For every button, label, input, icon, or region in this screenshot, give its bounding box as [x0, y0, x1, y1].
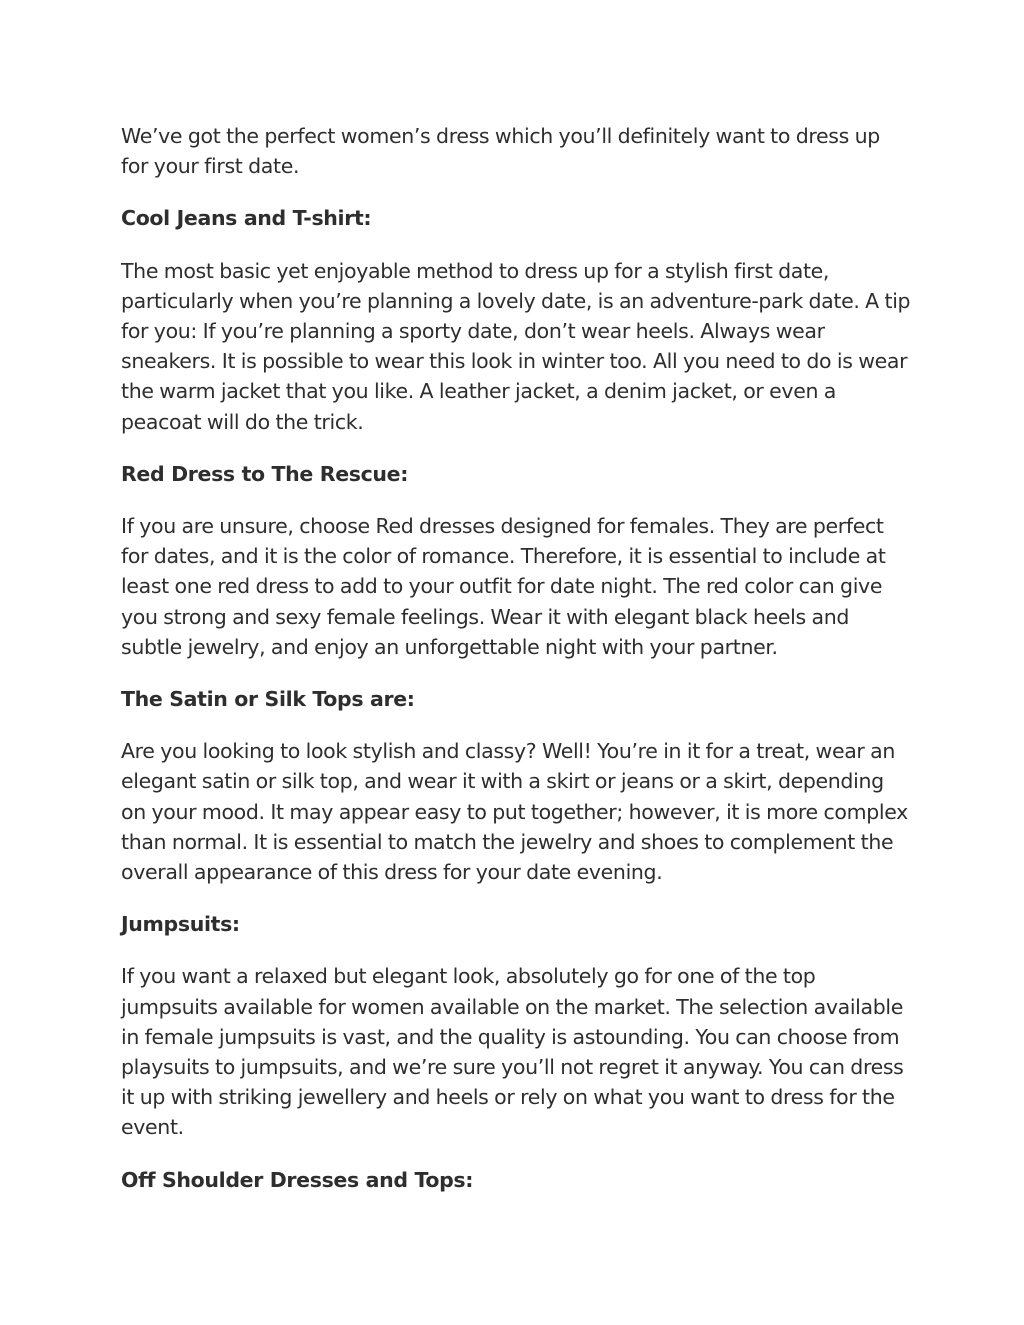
section-body-satin-silk: Are you looking to look stylish and classy? Well! You’re in it for a treat, wear an elegant satin or silk top, and wear it with a skirt or jeans or a skirt, depending on your mood. It may appear easy to put together; however, it is more complex than normal. It is essential to match the jewelry and shoes to complement the overall appearance of this dress for your date evening.: [121, 739, 908, 885]
section-heading-off-shoulder: Off Shoulder Dresses and Tops:: [121, 1167, 474, 1192]
section-heading-jumpsuits: Jumpsuits:: [121, 912, 240, 937]
section-heading-red-dress: Red Dress to The Rescue:: [121, 461, 409, 486]
intro-paragraph: We’ve got the perfect women’s dress which you’ll definitely want to dress up for your first date.: [121, 124, 880, 179]
section-heading-jeans: Cool Jeans and T-shirt:: [121, 206, 372, 231]
section-body-red-dress: If you are unsure, choose Red dresses designed for females. They are perfect for dates, and it is the color of romance. Therefore, it is essential to include at least one red dress to add to your outfit for date night. The red color can give you strong and sexy female feelings. Wear it with elegant black heels and subtle jewelry, and enjoy an unforgettable night with your partner.: [121, 514, 886, 659]
document-page: [121, 121, 911, 1217]
section-body-jumpsuits: If you want a relaxed but elegant look, absolutely go for one of the top jumpsuits available for women available on the market. The selection available in female jumpsuits is vast, and the quality is astounding. You can choose from playsuits to jumpsuits, and we’re sure you’ll not regret it anyway. You can dress it up with striking jewellery and heels or rely on what you want to dress for the event.: [121, 964, 904, 1140]
section-body-jeans: The most basic yet enjoyable method to dress up for a stylish first date, particularly when you’re planning a lovely date, is an adventure-park date. A tip for you: If you’re planning a sporty date, don’t wear heels. Always wear sneakers. It is possible to wear this look in winter too. All you need to do is wear the warm jacket that you like. A leather jacket, a denim jacket, or even a peacoat will do the trick.: [121, 258, 911, 434]
section-heading-satin-silk: The Satin or Silk Tops are:: [121, 687, 415, 712]
